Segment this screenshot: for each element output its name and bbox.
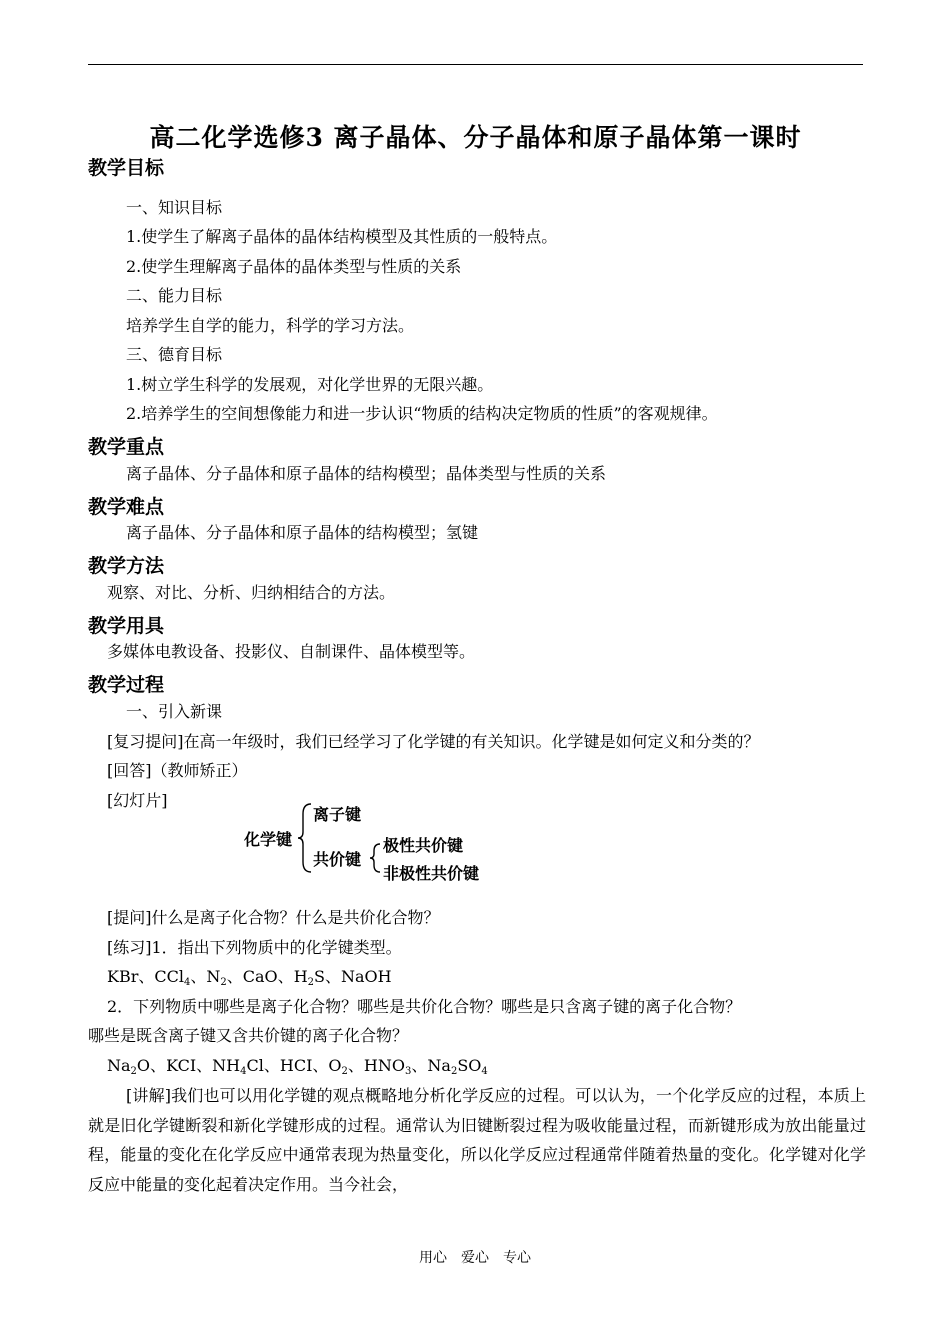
heading-key-points: 教学重点 (88, 436, 165, 458)
goal-line: 三、德育目标 (126, 345, 223, 364)
formula-list-2: $Na_2O$、KCI、$NH_4Cl$、HCI、$O_2$、$HNO_3$、$Na_2SO_4$ (107, 1056, 488, 1077)
diagram-covalent-label: 共价键 (313, 850, 362, 869)
document-title: 高二化学选修3 离子晶体、分子晶体和原子晶体第一课时 (149, 123, 802, 152)
diagram-nonpolar-label: 非极性共价键 (383, 864, 480, 883)
diagram-ionic-label: 离子键 (313, 805, 362, 824)
heading-methods: 教学方法 (88, 555, 165, 577)
goal-line: 培养学生自学的能力，科学的学习方法。 (126, 316, 415, 335)
goal-line: 2.使学生理解离子晶体的晶体类型与性质的关系 (126, 257, 462, 276)
slide-label: [幻灯片] (107, 791, 168, 810)
heading-goals: 教学目标 (88, 157, 165, 179)
difficulties-text: 离子晶体、分子晶体和原子晶体的结构模型；氢键 (126, 523, 479, 542)
goal-line: 一、知识目标 (126, 198, 223, 217)
goal-line: 1.使学生了解离子晶体的晶体结构模型及其性质的一般特点。 (126, 227, 558, 246)
tools-text: 多媒体电教设备、投影仪、自制课件、晶体模型等。 (107, 642, 476, 661)
methods-text: 观察、对比、分析、归纳相结合的方法。 (107, 583, 396, 602)
heading-difficulties: 教学难点 (88, 496, 165, 518)
question-2-line-2: 哪些是既含离子键又含共价键的离子化合物？ (88, 1026, 409, 1045)
header-rule (88, 64, 863, 65)
review-question: [复习提问]在高一年级时，我们已经学习了化学键的有关知识。化学键是如何定义和分类的？ (107, 732, 760, 751)
answer-line: [回答]（教师矫正） (107, 761, 248, 780)
goal-line: 1.树立学生科学的发展观，对化学世界的无限兴趣。 (126, 375, 494, 394)
lecture-paragraph (88, 1081, 866, 1199)
question-2-line-1: 2．下列物质中哪些是离子化合物？哪些是共价化合物？哪些是只含离子键的离子化合物？ (107, 997, 742, 1016)
lecture-text: [讲解]我们也可以用化学键的观点概略地分析化学反应的过程。可以认为，一个化学反应的过程，本质上就是旧化学键断裂和新化学键形成的过程。通常认为旧键断裂过程为吸收能量过程，而新键形成为放出能量过程，能量的变化在化学反应中通常表现为热量变化，所以化学反应过程通常伴随着热量的变化。化学键对化学反应中能量的变化起着决定作用。当今社会， (88, 1086, 866, 1194)
heading-tools: 教学用具 (88, 615, 165, 637)
question-line: [提问]什么是离子化合物？什么是共价化合物？ (107, 908, 440, 927)
heading-process: 教学过程 (88, 674, 165, 696)
process-intro: 一、引入新课 (126, 702, 223, 721)
exercise-line: [练习]1．指出下列物质中的化学键类型。 (107, 938, 402, 957)
key-points-text: 离子晶体、分子晶体和原子晶体的结构模型；晶体类型与性质的关系 (126, 464, 607, 483)
formula-list-1: KBr、CCl$_4$、$N_2$、CaO、$H_2S$、NaOH (107, 967, 392, 988)
chemical-bond-classification-diagram (240, 800, 510, 890)
goal-line: 2.培养学生的空间想像能力和进一步认识“物质的结构决定物质的性质”的客观规律。 (126, 404, 718, 423)
goal-line: 二、能力目标 (126, 286, 223, 305)
diagram-root-label: 化学键 (244, 830, 293, 849)
diagram-polar-label: 极性共价键 (383, 836, 464, 855)
page-footer: 用心 爱心 专心 (419, 1250, 531, 1266)
